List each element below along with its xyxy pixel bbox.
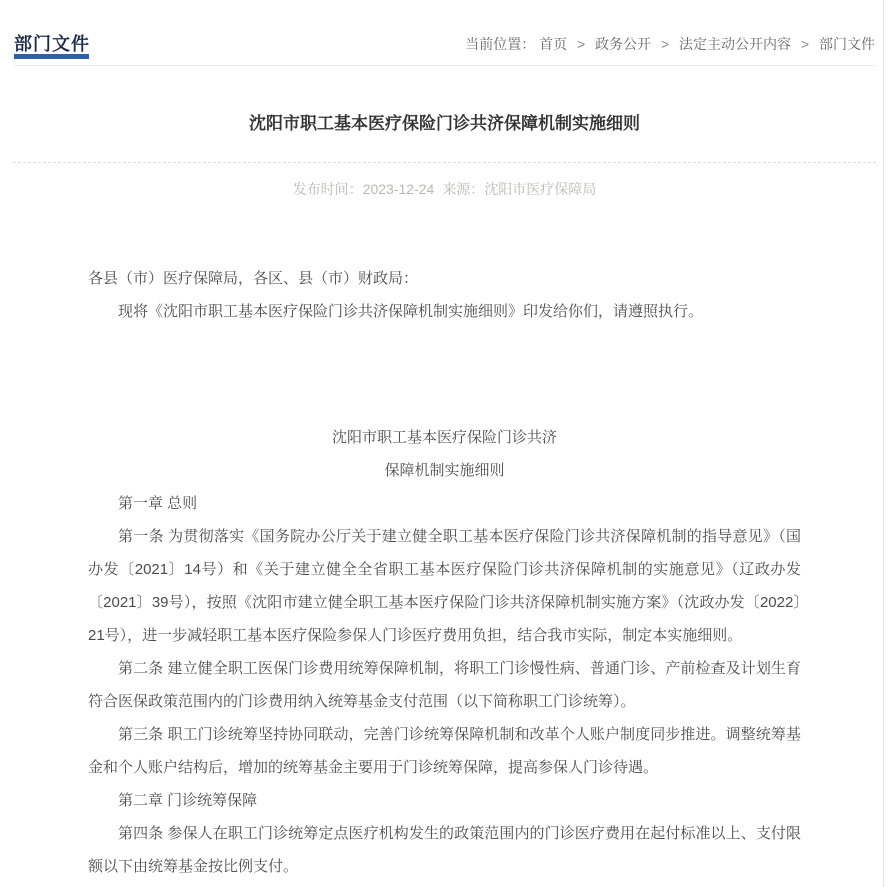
article-clause-4: 第四条 参保人在职工门诊统筹定点医疗机构发生的政策范围内的门诊医疗费用在起付标准以上、支付限额以下由统筹基金按比例支付。 xyxy=(88,825,801,875)
breadcrumb-item-gov-open[interactable]: 政务公开 xyxy=(595,36,652,52)
breadcrumb-prefix: 当前位置： xyxy=(465,36,536,52)
breadcrumb-separator: > xyxy=(800,36,810,52)
source-name: 沈阳市医疗保障局 xyxy=(484,181,597,197)
article-clause-3: 第三条 职工门诊统筹坚持协同联动，完善门诊统筹保障机制和改革个人账户制度同步推进。调整统筹基金和个人账户结构后，增加的统筹基金主要用于门诊统筹保障，提高参保人门诊待遇。 xyxy=(88,726,801,776)
forwarding-note: 现将《沈阳市职工基本医疗保险门诊共济保障机制实施细则》印发给你们，请遵照执行。 xyxy=(118,303,704,320)
page-title: 沈阳市职工基本医疗保险门诊共济保障机制实施细则 xyxy=(249,114,640,133)
doc-title-line-1: 沈阳市职工基本医疗保险门诊共济 xyxy=(331,429,557,446)
active-tab-underline xyxy=(14,54,89,59)
breadcrumb-separator: > xyxy=(660,36,670,52)
page-right-border xyxy=(883,0,884,887)
dashed-divider xyxy=(13,162,876,163)
publish-date: 2023-12-24 xyxy=(362,181,435,197)
breadcrumb-item-statutory-disclosure[interactable]: 法定主动公开内容 xyxy=(679,36,792,52)
doc-title-line-2: 保障机制实施细则 xyxy=(384,462,505,479)
article xyxy=(13,112,876,883)
source-label: 来源： xyxy=(442,181,485,197)
breadcrumb xyxy=(465,34,875,54)
breadcrumb-separator: > xyxy=(576,36,586,52)
breadcrumb-item-home[interactable]: 首页 xyxy=(539,36,568,52)
page-header xyxy=(14,0,875,66)
article-meta xyxy=(13,180,876,198)
article-body xyxy=(13,262,876,883)
article-clause-1: 第一条 为贯彻落实《国务院办公厅关于建立健全职工基本医疗保险门诊共济保障机制的指导意见》（国办发〔2021〕14号）和《关于建立健全全省职工基本医疗保险门诊共济保障机制的实施意见》（辽政办发〔2021〕39号），按照《沈阳市建立健全职工基本医疗保险门诊共济保障机制实施方案》（沈政办发〔2022〕21号），进一步减轻职工基本医疗保险参保人门诊医疗费用负担，结合我市实际，制定本实施细则。 xyxy=(88,528,801,644)
chapter-2-heading: 第二章 门诊统筹保障 xyxy=(118,792,258,809)
chapter-1-heading: 第一章 总则 xyxy=(118,495,198,512)
breadcrumb-item-department-documents[interactable]: 部门文件 xyxy=(819,36,875,52)
salutation-line: 各县（市）医疗保障局，各区、县（市）财政局： xyxy=(88,270,419,287)
tab-label: 部门文件 xyxy=(14,34,90,54)
tab-department-documents[interactable] xyxy=(14,30,90,56)
publish-time-label: 发布时间： xyxy=(292,181,363,197)
article-clause-2: 第二条 建立健全职工医保门诊费用统筹保障机制，将职工门诊慢性病、普通门诊、产前检查及计划生育符合医保政策范围内的门诊费用纳入统筹基金支付范围（以下简称职工门诊统筹）。 xyxy=(88,660,801,710)
body-gap xyxy=(88,328,801,421)
